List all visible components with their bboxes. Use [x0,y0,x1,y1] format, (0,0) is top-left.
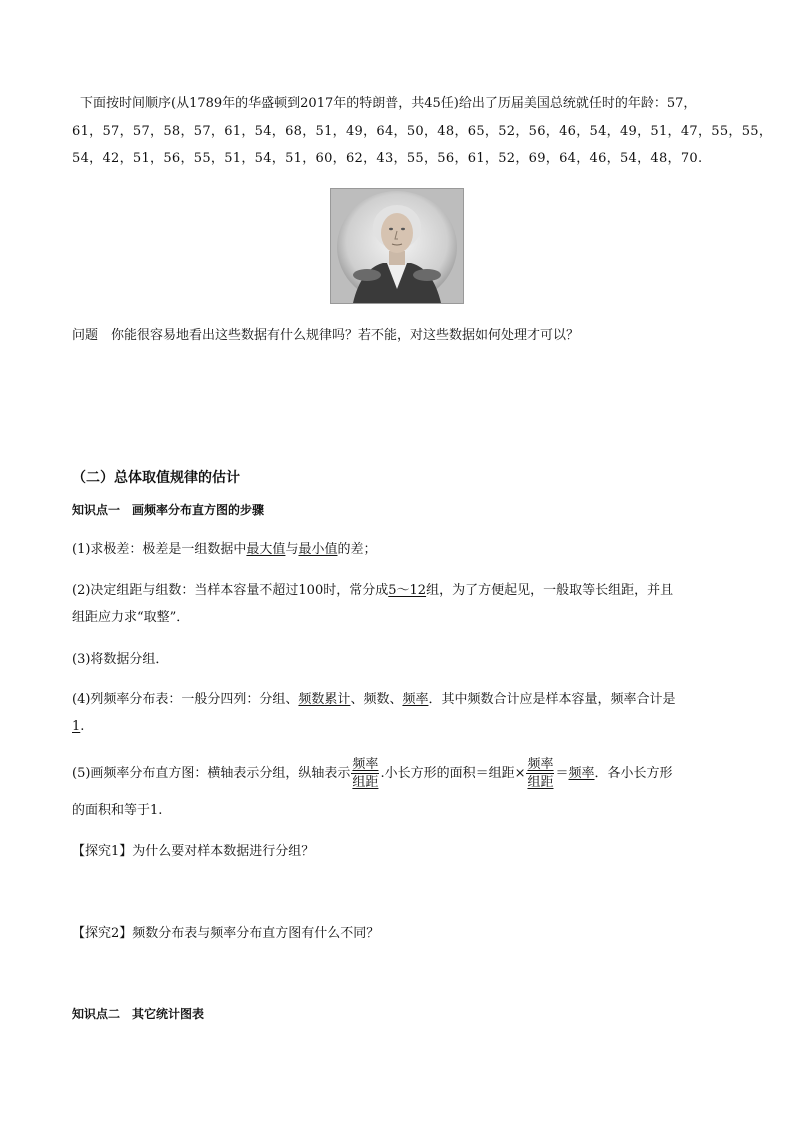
knowledge-point-1-title: 知识点一 画频率分布直方图的步骤 [72,503,265,517]
step-4-line-2 [72,717,84,737]
step-5-text-c: ＝ [555,766,569,781]
step-4-frequency-accumulation: 频数累计 [298,692,351,707]
step-5-text-b: .小长方形的面积＝组距× [380,766,526,781]
washington-portrait-image [330,188,464,304]
step-2-line-1 [72,581,673,601]
step-4-text-a: (4)列频率分布表：一般分四列：分组、 [72,692,299,707]
step-5-line-2: 的面积和等于1. [72,803,163,818]
intro-line-1: 下面按时间顺序(从1789年的华盛顿到2017年的特朗普，共45任)给出了历届美国总统就任时的年龄：57， [80,96,697,111]
step-2-line-2: 组距应力求“取整”． [72,610,190,625]
step-5-fraction-2 [526,756,554,791]
step-5-fraction-1 [351,756,379,791]
step-5-text-a: (5)画频率分布直方图：横轴表示分组，纵轴表示 [72,766,351,781]
knowledge-point-2-title: 知识点二 其它统计图表 [72,1007,205,1021]
step-1-text-a: (1)求极差：极差是一组数据中 [72,542,247,557]
intro-line-3: 54，42，51，56，55，51，54，51，60，62，43，55，56，61，52，69，64，46，54，48，70. [72,151,703,166]
step-4-text-c: ．其中频数合计应是样本容量，频率合计是 [428,692,676,707]
step-4-line-1 [72,690,675,710]
step-4-frequency: 频率 [402,692,429,707]
explore-1: 【探究1】为什么要对样本数据进行分组？ [72,844,315,859]
question-text: 问题 你能很容易地看出这些数据有什么规律吗？若不能，对这些数据如何处理才可以？ [72,328,580,343]
step-2-text-a: (2)决定组距与组数：当样本容量不超过100时，常分成 [72,583,389,598]
step-2-group-range: 5～12 [388,583,427,598]
explore-2: 【探究2】频数分布表与频率分布直方图有什么不同？ [72,926,380,941]
fraction-denominator: 组距 [527,775,554,790]
step-5-frequency: 频率 [568,766,595,781]
step-5-text-d: ．各小长方形 [594,766,673,781]
fraction-numerator: 频率 [527,757,554,772]
step-5-line-1 [72,756,673,792]
step-3: (3)将数据分组． [72,652,169,667]
step-1-text-c: 的差； [337,542,377,557]
step-1-max-value: 最大值 [246,542,286,557]
fraction-numerator: 频率 [352,757,379,772]
step-1 [72,540,376,560]
step-4-text-b: 、频数、 [350,692,403,707]
step-4-frequency-total: 1 [72,719,81,734]
intro-line-2: 61，57，57，58，57，61，54，68，51，49，64，50，48，65，52，56，46，54，49，51，47，55，55， [72,124,773,139]
step-1-min-value: 最小值 [298,542,338,557]
fraction-denominator: 组距 [352,775,379,790]
step-2-text-b: 组，为了方便起见，一般取等长组距，并且 [426,583,674,598]
section-title: （二）总体取值规律的估计 [72,470,240,486]
step-4-text-d: . [80,719,85,734]
step-1-text-b: 与 [285,542,299,557]
